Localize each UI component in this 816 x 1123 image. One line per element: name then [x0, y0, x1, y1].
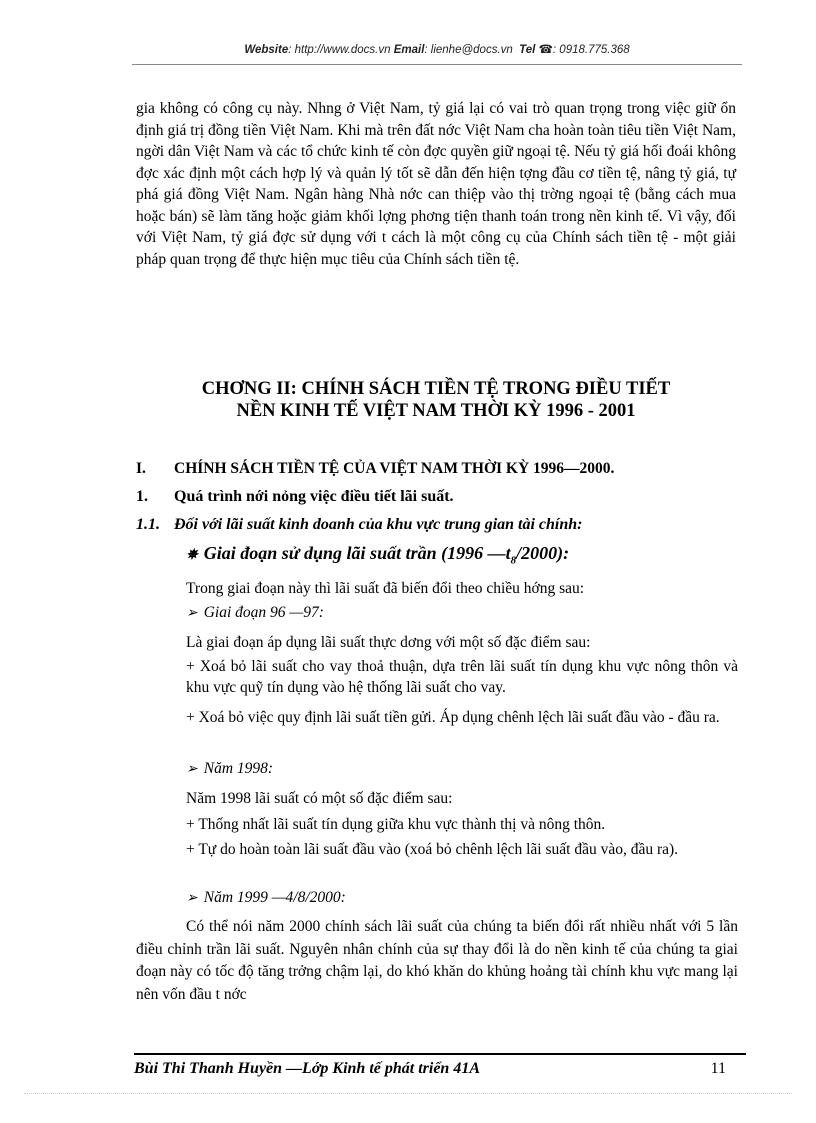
- section-1-heading: [136, 488, 736, 506]
- email-value[interactable]: : lienhe@docs.vn: [424, 44, 513, 56]
- section-1-1-heading: [136, 516, 736, 534]
- sub1-heading: [186, 604, 786, 622]
- page-number: 11: [710, 1060, 726, 1077]
- phase-heading-suffix: /2000):: [516, 543, 570, 563]
- section-1-title: Quá trình nới nỏng việc điều tiết lãi suất.: [174, 488, 454, 505]
- chapter-title: [136, 378, 736, 422]
- phase-heading-prefix: Giai đoạn sử dụng lãi suất trần (1996 —t: [203, 543, 511, 563]
- sub2-lead: Năm 1998 lãi suất có một số đặc điểm sau:: [186, 790, 453, 807]
- section-I-title: CHÍNH SÁCH TIỀN TỆ CỦA VIỆT NAM THỜI KỲ 1996—2000.: [174, 460, 615, 477]
- email-label: Email: [393, 44, 425, 56]
- phase-heading: [186, 543, 786, 567]
- footer-rule: [134, 1053, 746, 1055]
- sub1-title: Giai đoạn 96 —97:: [203, 604, 324, 621]
- section-1-1-number: 1.1.: [136, 516, 160, 533]
- page-header: [132, 42, 742, 56]
- chapter-title-line2: NỀN KINH TẾ VIỆT NAM THỜI KỲ 1996 - 2001: [236, 401, 636, 421]
- phase-intro: Trong giai đoạn này thì lãi suất đã biến đổi theo chiều hớng sau:: [186, 580, 585, 597]
- sub1-bullet2: + Xoá bỏ việc quy định lãi suất tiền gửi. Áp dụng chênh lệch lãi suất đầu vào - đầu ra.: [186, 709, 720, 726]
- asterisk-bullet-icon: ✵: [186, 548, 198, 563]
- sub1-lead: Là giai đoạn áp dụng lãi suất thực dơng với một số đặc điểm sau:: [186, 634, 591, 651]
- section-1-1-title: Đối với lãi suất kinh doanh của khu vực trung gian tài chính:: [174, 516, 583, 533]
- arrow-bullet-icon: ➢: [186, 606, 198, 621]
- tel-value: : 0918.775.368: [552, 44, 630, 56]
- sub3-heading: [186, 889, 786, 907]
- sub3-title: Năm 1999 —4/8/2000:: [203, 889, 346, 906]
- page-footer: [134, 1060, 726, 1078]
- chapter-title-line1: CHƠNG II: CHÍNH SÁCH TIỀN TỆ TRONG ĐIỀU TIẾT: [201, 379, 671, 399]
- section-1-number: 1.: [136, 488, 148, 505]
- phone-icon: ☎: [538, 44, 553, 56]
- section-I-heading: [136, 460, 736, 478]
- sub2-heading: [186, 760, 786, 778]
- tel-label: Tel: [519, 44, 536, 56]
- website-url[interactable]: : http://www.docs.vn: [288, 44, 391, 56]
- arrow-bullet-icon: ➢: [186, 762, 198, 777]
- phase-heading-subscript: 8: [510, 554, 517, 567]
- page-bottom-divider: [24, 1093, 792, 1094]
- header-rule: [132, 64, 742, 65]
- sub2-bullet1: + Thống nhất lãi suất tín dụng giữa khu vực thành thị và nông thôn.: [186, 816, 606, 833]
- sub2-bullet2: + Tự do hoàn toàn lãi suất đầu vào (xoá bỏ chênh lệch lãi suất đầu vào, đầu ra).: [186, 841, 679, 858]
- footer-author: Bùi Thi Thanh Huyền —Lớp Kinh tế phát triển 41A: [134, 1060, 480, 1077]
- intro-paragraph: gia không có công cụ này. Nhng ở Việt Nam, tỷ giá lại có vai trò quan trọng trong việc giữ ổn định giá trị đồng tiền Việt Nam. Khi mà trên đất nớc Việt Nam cha hoàn toàn tiêu tiền Việt Nam, ngời dân Việt Nam và các tổ chức kinh tế còn đợc quyền giữ ngoại tệ. Nếu tỷ giá hối đoái không đợc xác định một cách hợp lý và quản lý tốt sẽ dẫn đến hiện tợng đầu cơ tiền tệ, nâng tỷ giá, tự phá giá đồng Việt Nam. Ngân hàng Nhà nớc can thiệp vào thị trờng ngoại tệ (bằng cách mua hoặc bán) sẽ làm tăng hoặc giảm khối lợng phơng tiện thanh toán trong nền kinh tế. Vì vậy, đối với Việt Nam, tỷ giá đợc sử dụng với t cách là một công cụ của Chính sách tiền tệ - một giải pháp quan trọng để thực hiện mục tiêu của Chính sách tiền tệ.: [136, 100, 736, 268]
- sub2-title: Năm 1998:: [203, 760, 274, 777]
- website-label: Website: [244, 44, 289, 56]
- section-I-number: I.: [136, 460, 146, 477]
- arrow-bullet-icon: ➢: [186, 891, 198, 906]
- sub1-bullet1: + Xoá bỏ lãi suất cho vay thoả thuận, dựa trên lãi suất tín dụng khu vực nông thôn và khu vực quỹ tín dụng vào hệ thống lãi suất cho vay.: [186, 658, 738, 696]
- sub3-paragraph: Có thể nói năm 2000 chính sách lãi suất của chúng ta biến đổi rất nhiều nhất với 5 lần điều chỉnh trần lãi suất. Nguyên nhân chính của sự thay đổi là do nền kinh tế của chúng ta giai đoạn này có tốc độ tăng trởng chậm lại, do khó khăn do khủng hoảng tài chính khu vực mang lại nên vốn đầu t nớc: [136, 918, 738, 1003]
